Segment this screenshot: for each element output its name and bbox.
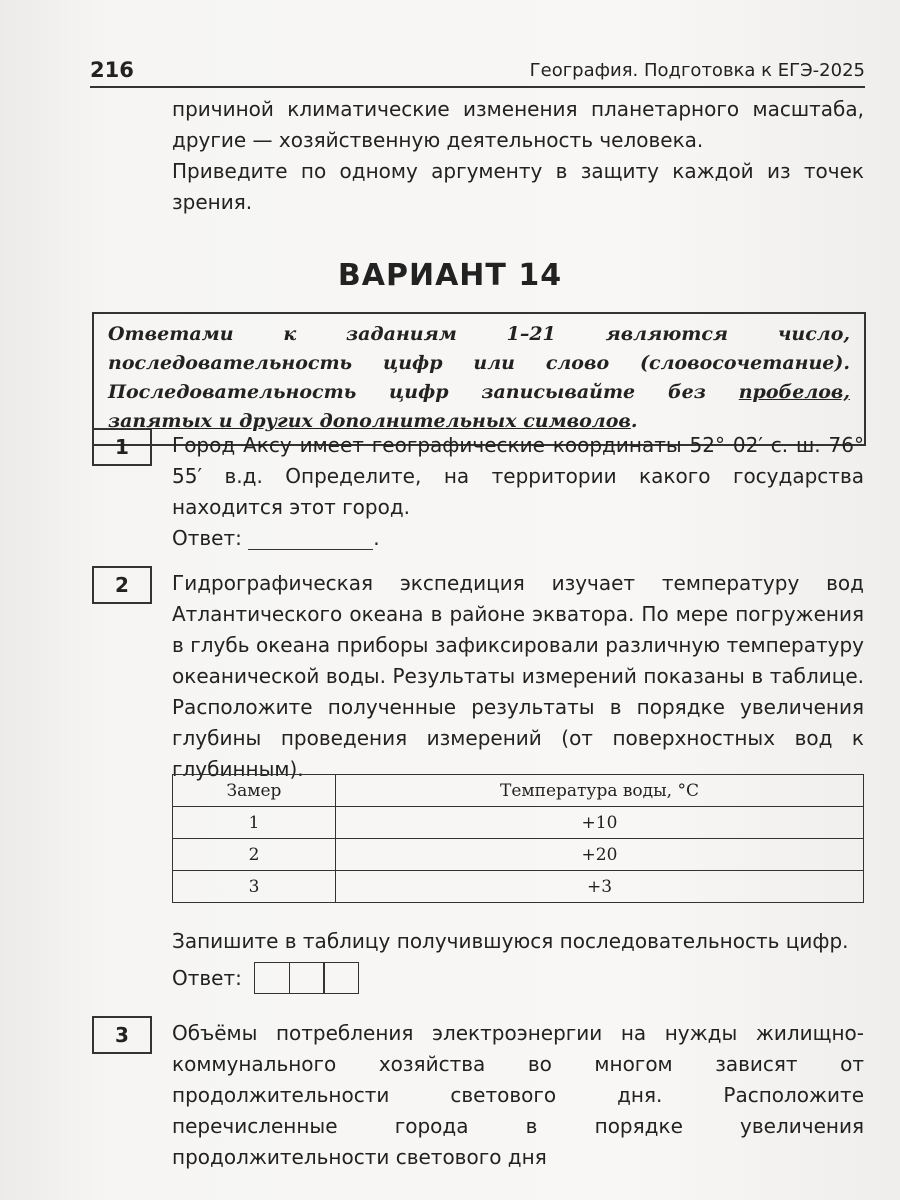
intro-line-2: Приведите по одному аргументу в защиту каждой из точек зрения. <box>172 159 864 214</box>
table-cell: +10 <box>336 807 864 839</box>
task-1-answer <box>172 526 380 550</box>
task-2-instruction: Запишите в таблицу получившуюся последовательность цифр. <box>172 929 849 953</box>
answer-box[interactable] <box>323 962 359 994</box>
intro-line-1: причиной климатические изменения планетарного масштаба, другие — хозяйственную деятельность человека. <box>172 97 864 152</box>
answer-box[interactable] <box>289 962 325 994</box>
measurements-table <box>172 774 864 903</box>
task-1-answer-field[interactable] <box>248 529 373 550</box>
task-1-answer-label: Ответ: <box>172 526 242 550</box>
task-3-number: 3 <box>92 1016 152 1054</box>
task-2-number: 2 <box>92 566 152 604</box>
task-2-answer-label: Ответ: <box>172 966 242 990</box>
table-row <box>173 807 864 839</box>
table-row <box>173 871 864 903</box>
table-row <box>173 839 864 871</box>
table-cell: 2 <box>173 839 336 871</box>
table-header-row <box>173 775 864 807</box>
task-1-text: Город Аксу имеет географические координаты 52° 02′ с. ш. 76° 55′ в.д. Определите, на территории какого государства находится этот город. <box>172 433 864 519</box>
table-header-cell: Температура воды, °С <box>336 775 864 807</box>
notice-text-c: . <box>630 410 638 432</box>
previous-task-text <box>172 94 864 218</box>
instructions-box <box>92 312 866 446</box>
table-cell: 1 <box>173 807 336 839</box>
task-1-number: 1 <box>92 428 152 466</box>
notice-underlined: пробелов, запятых и других дополнительных символов <box>108 381 850 432</box>
notice-text-a: Ответами к заданиям 1–21 являются число, последовательность цифр или слово (словосочетание). Последовательность цифр записывайте без <box>108 323 850 403</box>
page-header <box>90 52 865 88</box>
table-cell: 3 <box>173 871 336 903</box>
task-2-text: Гидрографическая экспедиция изучает температуру вод Атлантического океана в районе экватора. По мере погружения в глубь океана приборы зафиксировали различную температуру океанической воды. Результаты измерений показаны в таблице. Расположите полученные результаты в порядке увеличения глубины проведения измерений (от поверхностных вод к глубинным). <box>172 571 864 781</box>
book-title: География. Подготовка к ЕГЭ-2025 <box>529 60 865 81</box>
page-number: 216 <box>90 58 134 82</box>
table-header-cell: Замер <box>173 775 336 807</box>
variant-title: ВАРИАНТ 14 <box>337 258 563 293</box>
answer-box[interactable] <box>254 962 290 994</box>
task-2-answer-boxes <box>254 962 358 992</box>
task-3-text: Объёмы потребления электроэнергии на нужды жилищно-коммунального хозяйства во многом зависят от продолжительности светового дня. Расположите перечисленные города в порядке увеличения продолжительности светового дня <box>172 1021 864 1169</box>
task-1-answer-end: . <box>373 526 380 550</box>
table-cell: +20 <box>336 839 864 871</box>
table-cell: +3 <box>336 871 864 903</box>
